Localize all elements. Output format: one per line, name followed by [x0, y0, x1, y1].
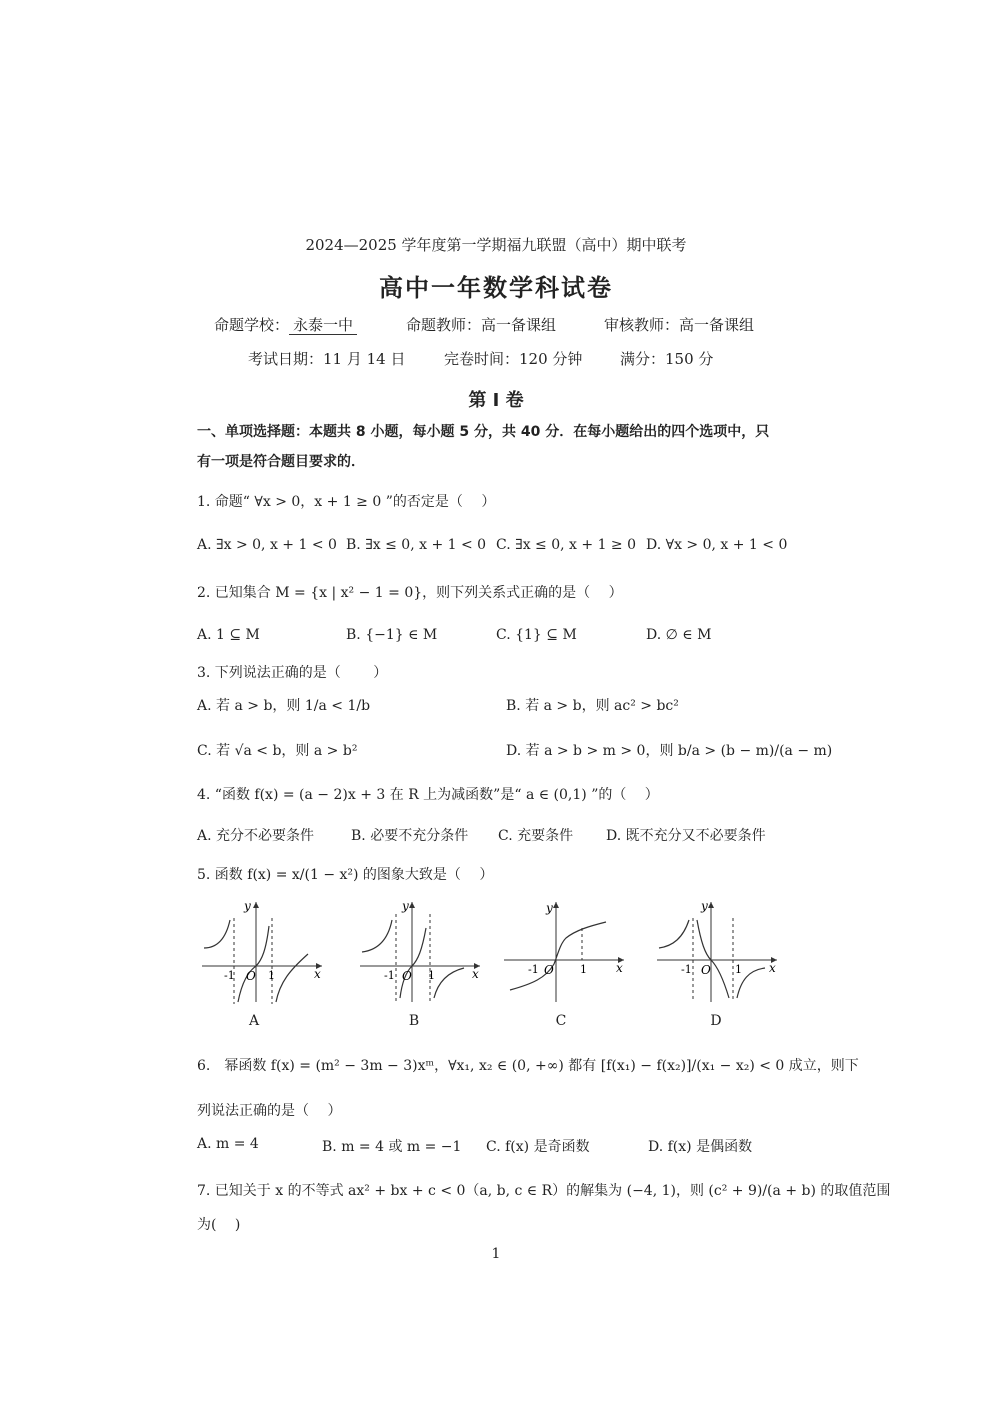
- x-axis-label: x: [314, 967, 321, 981]
- question-5-graph-b: [356, 898, 486, 1006]
- exam-header-line: 2024—2025 学年度第一学期福九联盟（高中）期中联考: [305, 236, 687, 254]
- question-5-graph-a: [198, 898, 328, 1006]
- question-2-option-a: A. 1 ⊆ M: [197, 627, 260, 643]
- y-axis-label: y: [546, 901, 553, 915]
- tick-one: 1: [428, 969, 435, 982]
- page-title: 高中一年数学科试卷: [379, 274, 613, 302]
- section-instruction-line1: 一、单项选择题：本题共 8 小题，每小题 5 分，共 40 分．在每小题给出的四个选项中，只: [197, 424, 770, 440]
- tick-neg-one: -1: [528, 963, 539, 976]
- question-3-stem: 3. 下列说法正确的是（ ）: [197, 665, 388, 681]
- graph-a-label: A: [248, 1013, 260, 1029]
- tick-neg-one: -1: [681, 963, 692, 976]
- author-school: [214, 314, 357, 335]
- page-number: 1: [491, 1246, 501, 1262]
- tick-one: 1: [580, 963, 587, 976]
- x-axis-label: x: [472, 967, 479, 981]
- question-1-option-b: B. ∃x ≤ 0, x + 1 < 0: [346, 537, 487, 553]
- x-axis-label: x: [769, 961, 776, 975]
- exam-duration: 完卷时间：120 分钟: [444, 350, 583, 368]
- question-6-option-b: B. m = 4 或 m = −1: [322, 1139, 462, 1155]
- author-teacher: 命题教师：高一备课组: [406, 316, 557, 334]
- question-4-option-a: A. 充分不必要条件: [197, 828, 315, 844]
- question-6-stem: 6. 幂函数 f(x) = (m² − 3m − 3)xᵐ，∀x₁, x₂ ∈ (0, +∞) 都有 [f(x₁) − f(x₂)]/(x₁ − x₂) < 0 成立，则下: [197, 1058, 859, 1074]
- question-3-option-a: A. 若 a > b，则 1/a < 1/b: [197, 698, 371, 714]
- question-7-stem-continued: 为( ): [197, 1217, 241, 1233]
- question-2-stem: 2. 已知集合 M = {x | x² − 1 = 0}，则下列关系式正确的是（ ）: [197, 585, 623, 601]
- question-1-option-a: A. ∃x > 0, x + 1 < 0: [197, 537, 337, 553]
- question-4-option-b: B. 必要不充分条件: [351, 828, 469, 844]
- origin-label: O: [402, 969, 412, 983]
- question-5-stem: 5. 函数 f(x) = x/(1 − x²) 的图象大致是（ ）: [197, 867, 494, 883]
- exam-date: 考试日期：11 月 14 日: [248, 350, 406, 368]
- y-axis-label: y: [244, 899, 251, 913]
- tick-one: 1: [268, 969, 275, 982]
- section-instruction-line2: 有一项是符合题目要求的．: [197, 454, 365, 470]
- author-school-label: 命题学校：: [214, 316, 290, 334]
- origin-label: O: [246, 969, 256, 983]
- question-1-stem: 1. 命题“ ∀x > 0，x + 1 ≥ 0 ”的否定是（ ）: [197, 494, 496, 510]
- author-school-value: 永泰一中: [289, 316, 357, 335]
- question-6-option-c: C. f(x) 是奇函数: [486, 1139, 590, 1155]
- question-3-option-d: D. 若 a > b > m > 0，则 b/a > (b − m)/(a − m): [506, 743, 833, 759]
- question-4-stem: 4. “函数 f(x) = (a − 2)x + 3 在 R 上为减函数”是“ a ∈ (0,1) ”的（ ）: [197, 787, 659, 803]
- question-5-graph-c: [500, 898, 630, 1006]
- reviewer-teacher: 审核教师：高一备课组: [604, 316, 755, 334]
- origin-label: O: [701, 963, 711, 977]
- graph-b-label: B: [408, 1013, 420, 1029]
- question-3-option-c: C. 若 √a < b，则 a > b²: [197, 743, 358, 759]
- question-5-graph-d: [653, 898, 783, 1006]
- question-2-option-c: C. {1} ⊆ M: [496, 627, 577, 643]
- question-1-option-c: C. ∃x ≤ 0, x + 1 ≥ 0: [496, 537, 637, 553]
- graph-d-label: D: [710, 1013, 722, 1029]
- question-1-option-d: D. ∀x > 0, x + 1 < 0: [646, 537, 788, 553]
- question-4-option-c: C. 充要条件: [498, 828, 574, 844]
- tick-one: 1: [735, 963, 742, 976]
- question-6-option-d: D. f(x) 是偶函数: [648, 1139, 753, 1155]
- tick-neg-one: -1: [384, 969, 395, 982]
- question-6-stem-continued: 列说法正确的是（ ）: [197, 1103, 342, 1119]
- origin-label: O: [544, 963, 554, 977]
- x-axis-label: x: [616, 961, 623, 975]
- question-4-option-d: D. 既不充分又不必要条件: [606, 828, 766, 844]
- volume-heading: 第 Ⅰ 卷: [468, 390, 524, 411]
- exam-total-score: 满分：150 分: [620, 350, 714, 368]
- question-7-stem: 7. 已知关于 x 的不等式 ax² + bx + c < 0（a, b, c ∈ R）的解集为 (−4, 1)，则 (c² + 9)/(a + b) 的取值范围: [197, 1183, 891, 1199]
- y-axis-label: y: [402, 899, 409, 913]
- y-axis-label: y: [701, 899, 708, 913]
- question-2-option-d: D. ∅ ∈ M: [646, 627, 712, 643]
- question-3-option-b: B. 若 a > b，则 ac² > bc²: [506, 698, 679, 714]
- tick-neg-one: -1: [224, 969, 235, 982]
- question-2-option-b: B. {−1} ∈ M: [346, 627, 438, 643]
- question-6-option-a: A. m = 4: [197, 1136, 259, 1152]
- graph-c-label: C: [555, 1013, 567, 1029]
